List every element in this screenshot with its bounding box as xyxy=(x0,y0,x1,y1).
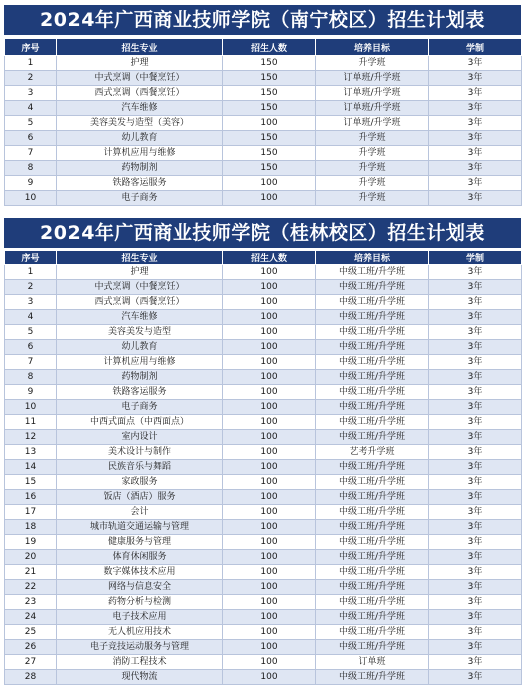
cell-duration: 3年 xyxy=(429,146,522,161)
cell-enrollment: 100 xyxy=(223,325,316,340)
table-row xyxy=(5,445,522,460)
table-row xyxy=(5,475,522,490)
header-enrollment: 招生人数 xyxy=(223,39,316,56)
cell-goal: 订单班/升学班 xyxy=(316,101,429,116)
cell-index: 8 xyxy=(5,370,57,385)
cell-major: 饭店（酒店）服务 xyxy=(57,490,223,505)
cell-enrollment: 100 xyxy=(223,370,316,385)
header-goal: 培养目标 xyxy=(316,39,429,56)
cell-index: 27 xyxy=(5,655,57,670)
cell-enrollment: 100 xyxy=(223,520,316,535)
cell-enrollment: 100 xyxy=(223,550,316,565)
cell-duration: 3年 xyxy=(429,161,522,176)
cell-index: 12 xyxy=(5,430,57,445)
cell-index: 28 xyxy=(5,670,57,685)
table-row xyxy=(5,490,522,505)
cell-major: 西式烹调（西餐烹饪） xyxy=(57,295,223,310)
cell-enrollment: 100 xyxy=(223,580,316,595)
cell-goal: 中级工班/升学班 xyxy=(316,340,429,355)
cell-duration: 3年 xyxy=(429,385,522,400)
cell-index: 7 xyxy=(5,355,57,370)
header-major: 招生专业 xyxy=(57,39,223,56)
header-duration: 学制 xyxy=(429,251,522,265)
guilin-plan-table xyxy=(4,250,522,685)
cell-index: 2 xyxy=(5,280,57,295)
cell-goal: 中级工班/升学班 xyxy=(316,415,429,430)
cell-enrollment: 100 xyxy=(223,640,316,655)
table-row xyxy=(5,265,522,280)
cell-goal: 中级工班/升学班 xyxy=(316,535,429,550)
cell-duration: 3年 xyxy=(429,445,522,460)
cell-index: 14 xyxy=(5,460,57,475)
cell-duration: 3年 xyxy=(429,475,522,490)
cell-index: 8 xyxy=(5,161,57,176)
cell-enrollment: 100 xyxy=(223,565,316,580)
header-enrollment: 招生人数 xyxy=(223,251,316,265)
cell-enrollment: 100 xyxy=(223,595,316,610)
cell-major: 会计 xyxy=(57,505,223,520)
cell-index: 2 xyxy=(5,71,57,86)
cell-duration: 3年 xyxy=(429,265,522,280)
table-row xyxy=(5,355,522,370)
cell-duration: 3年 xyxy=(429,625,522,640)
cell-major: 中式烹调（中餐烹饪） xyxy=(57,280,223,295)
cell-index: 3 xyxy=(5,86,57,101)
cell-duration: 3年 xyxy=(429,71,522,86)
cell-goal: 中级工班/升学班 xyxy=(316,295,429,310)
table-row xyxy=(5,340,522,355)
cell-goal: 中级工班/升学班 xyxy=(316,670,429,685)
cell-goal: 升学班 xyxy=(316,161,429,176)
cell-major: 电子商务 xyxy=(57,191,223,206)
cell-index: 3 xyxy=(5,295,57,310)
header-index: 序号 xyxy=(5,251,57,265)
nanning-plan-table xyxy=(4,38,522,206)
table-row xyxy=(5,580,522,595)
cell-enrollment: 100 xyxy=(223,505,316,520)
cell-goal: 中级工班/升学班 xyxy=(316,595,429,610)
table-row xyxy=(5,430,522,445)
cell-duration: 3年 xyxy=(429,535,522,550)
cell-duration: 3年 xyxy=(429,550,522,565)
cell-major: 电子商务 xyxy=(57,400,223,415)
cell-goal: 中级工班/升学班 xyxy=(316,580,429,595)
table-row xyxy=(5,610,522,625)
cell-enrollment: 100 xyxy=(223,310,316,325)
cell-duration: 3年 xyxy=(429,580,522,595)
table-row xyxy=(5,71,522,86)
cell-enrollment: 150 xyxy=(223,56,316,71)
cell-goal: 中级工班/升学班 xyxy=(316,280,429,295)
table-row xyxy=(5,655,522,670)
cell-enrollment: 100 xyxy=(223,176,316,191)
cell-major: 铁路客运服务 xyxy=(57,176,223,191)
table-row xyxy=(5,146,522,161)
table-header-row xyxy=(5,251,522,265)
cell-major: 电子竞技运动服务与管理 xyxy=(57,640,223,655)
cell-goal: 中级工班/升学班 xyxy=(316,565,429,580)
cell-index: 6 xyxy=(5,340,57,355)
cell-enrollment: 100 xyxy=(223,655,316,670)
table-row xyxy=(5,625,522,640)
cell-goal: 中级工班/升学班 xyxy=(316,265,429,280)
cell-enrollment: 100 xyxy=(223,445,316,460)
table-row xyxy=(5,415,522,430)
cell-major: 现代物流 xyxy=(57,670,223,685)
cell-goal: 中级工班/升学班 xyxy=(316,490,429,505)
cell-index: 16 xyxy=(5,490,57,505)
cell-index: 4 xyxy=(5,310,57,325)
table-row xyxy=(5,86,522,101)
cell-enrollment: 150 xyxy=(223,101,316,116)
cell-enrollment: 100 xyxy=(223,280,316,295)
cell-index: 24 xyxy=(5,610,57,625)
cell-duration: 3年 xyxy=(429,310,522,325)
cell-enrollment: 100 xyxy=(223,116,316,131)
cell-goal: 升学班 xyxy=(316,131,429,146)
table-row xyxy=(5,595,522,610)
table-row xyxy=(5,505,522,520)
table-row xyxy=(5,670,522,685)
cell-duration: 3年 xyxy=(429,370,522,385)
table-row xyxy=(5,550,522,565)
cell-goal: 中级工班/升学班 xyxy=(316,640,429,655)
cell-index: 25 xyxy=(5,625,57,640)
nanning-plan-title: 2024年广西商业技师学院（南宁校区）招生计划表 xyxy=(4,5,521,35)
cell-enrollment: 100 xyxy=(223,610,316,625)
table-row xyxy=(5,640,522,655)
cell-enrollment: 100 xyxy=(223,385,316,400)
table-row xyxy=(5,565,522,580)
cell-index: 1 xyxy=(5,56,57,71)
table-row xyxy=(5,310,522,325)
cell-index: 19 xyxy=(5,535,57,550)
cell-index: 1 xyxy=(5,265,57,280)
cell-enrollment: 150 xyxy=(223,161,316,176)
cell-goal: 中级工班/升学班 xyxy=(316,550,429,565)
cell-major: 铁路客运服务 xyxy=(57,385,223,400)
cell-goal: 升学班 xyxy=(316,146,429,161)
cell-enrollment: 100 xyxy=(223,625,316,640)
cell-duration: 3年 xyxy=(429,131,522,146)
table-row xyxy=(5,295,522,310)
cell-enrollment: 100 xyxy=(223,355,316,370)
cell-duration: 3年 xyxy=(429,116,522,131)
cell-duration: 3年 xyxy=(429,101,522,116)
cell-duration: 3年 xyxy=(429,86,522,101)
cell-goal: 订单班/升学班 xyxy=(316,116,429,131)
cell-enrollment: 150 xyxy=(223,131,316,146)
table-row xyxy=(5,131,522,146)
cell-enrollment: 150 xyxy=(223,71,316,86)
table-row xyxy=(5,176,522,191)
cell-goal: 中级工班/升学班 xyxy=(316,400,429,415)
cell-goal: 中级工班/升学班 xyxy=(316,460,429,475)
cell-major: 中西式面点（中西面点） xyxy=(57,415,223,430)
table-row xyxy=(5,325,522,340)
cell-major: 体育休闲服务 xyxy=(57,550,223,565)
cell-index: 17 xyxy=(5,505,57,520)
cell-duration: 3年 xyxy=(429,295,522,310)
cell-index: 5 xyxy=(5,325,57,340)
cell-major: 计算机应用与维修 xyxy=(57,355,223,370)
cell-major: 网络与信息安全 xyxy=(57,580,223,595)
cell-duration: 3年 xyxy=(429,415,522,430)
cell-major: 无人机应用技术 xyxy=(57,625,223,640)
cell-duration: 3年 xyxy=(429,670,522,685)
cell-index: 5 xyxy=(5,116,57,131)
cell-enrollment: 100 xyxy=(223,460,316,475)
table-header-row xyxy=(5,39,522,56)
table-row xyxy=(5,116,522,131)
cell-major: 药物分析与检测 xyxy=(57,595,223,610)
cell-major: 家政服务 xyxy=(57,475,223,490)
cell-duration: 3年 xyxy=(429,191,522,206)
cell-major: 幼儿教育 xyxy=(57,131,223,146)
cell-enrollment: 100 xyxy=(223,535,316,550)
cell-index: 6 xyxy=(5,131,57,146)
cell-major: 护理 xyxy=(57,265,223,280)
cell-major: 计算机应用与维修 xyxy=(57,146,223,161)
cell-major: 美容美发与造型 xyxy=(57,325,223,340)
cell-goal: 订单班/升学班 xyxy=(316,71,429,86)
cell-duration: 3年 xyxy=(429,610,522,625)
table-row xyxy=(5,101,522,116)
cell-goal: 中级工班/升学班 xyxy=(316,610,429,625)
table-row xyxy=(5,460,522,475)
cell-major: 药物制剂 xyxy=(57,370,223,385)
cell-enrollment: 150 xyxy=(223,146,316,161)
guilin-plan-title: 2024年广西商业技师学院（桂林校区）招生计划表 xyxy=(4,218,521,248)
cell-index: 10 xyxy=(5,191,57,206)
cell-goal: 中级工班/升学班 xyxy=(316,310,429,325)
cell-enrollment: 100 xyxy=(223,415,316,430)
cell-index: 20 xyxy=(5,550,57,565)
cell-major: 健康服务与管理 xyxy=(57,535,223,550)
cell-enrollment: 100 xyxy=(223,490,316,505)
cell-major: 电子技术应用 xyxy=(57,610,223,625)
cell-goal: 中级工班/升学班 xyxy=(316,385,429,400)
cell-major: 汽车维修 xyxy=(57,310,223,325)
cell-goal: 中级工班/升学班 xyxy=(316,370,429,385)
cell-major: 消防工程技术 xyxy=(57,655,223,670)
cell-index: 21 xyxy=(5,565,57,580)
cell-index: 22 xyxy=(5,580,57,595)
table-row xyxy=(5,520,522,535)
header-duration: 学制 xyxy=(429,39,522,56)
cell-goal: 升学班 xyxy=(316,191,429,206)
cell-major: 护理 xyxy=(57,56,223,71)
cell-major: 美容美发与造型（美容） xyxy=(57,116,223,131)
table-row xyxy=(5,535,522,550)
cell-goal: 艺考升学班 xyxy=(316,445,429,460)
cell-goal: 中级工班/升学班 xyxy=(316,625,429,640)
table-row xyxy=(5,280,522,295)
cell-major: 室内设计 xyxy=(57,430,223,445)
cell-enrollment: 100 xyxy=(223,670,316,685)
cell-enrollment: 100 xyxy=(223,265,316,280)
cell-index: 15 xyxy=(5,475,57,490)
cell-duration: 3年 xyxy=(429,520,522,535)
cell-major: 中式烹调（中餐烹饪） xyxy=(57,71,223,86)
cell-index: 13 xyxy=(5,445,57,460)
cell-major: 民族音乐与舞蹈 xyxy=(57,460,223,475)
cell-enrollment: 100 xyxy=(223,295,316,310)
table-row xyxy=(5,161,522,176)
cell-major: 药物制剂 xyxy=(57,161,223,176)
cell-goal: 中级工班/升学班 xyxy=(316,505,429,520)
cell-goal: 中级工班/升学班 xyxy=(316,520,429,535)
cell-index: 7 xyxy=(5,146,57,161)
cell-index: 11 xyxy=(5,415,57,430)
cell-duration: 3年 xyxy=(429,640,522,655)
cell-enrollment: 100 xyxy=(223,475,316,490)
cell-duration: 3年 xyxy=(429,430,522,445)
cell-index: 9 xyxy=(5,385,57,400)
cell-goal: 中级工班/升学班 xyxy=(316,430,429,445)
cell-goal: 中级工班/升学班 xyxy=(316,325,429,340)
cell-duration: 3年 xyxy=(429,340,522,355)
cell-duration: 3年 xyxy=(429,565,522,580)
cell-enrollment: 100 xyxy=(223,400,316,415)
cell-major: 数字媒体技术应用 xyxy=(57,565,223,580)
cell-enrollment: 100 xyxy=(223,191,316,206)
cell-duration: 3年 xyxy=(429,655,522,670)
cell-major: 汽车维修 xyxy=(57,101,223,116)
cell-goal: 中级工班/升学班 xyxy=(316,355,429,370)
cell-goal: 升学班 xyxy=(316,56,429,71)
cell-major: 西式烹调（西餐烹饪） xyxy=(57,86,223,101)
cell-major: 城市轨道交通运输与管理 xyxy=(57,520,223,535)
cell-duration: 3年 xyxy=(429,400,522,415)
cell-enrollment: 100 xyxy=(223,340,316,355)
cell-enrollment: 100 xyxy=(223,430,316,445)
cell-goal: 中级工班/升学班 xyxy=(316,475,429,490)
cell-enrollment: 150 xyxy=(223,86,316,101)
cell-index: 10 xyxy=(5,400,57,415)
cell-duration: 3年 xyxy=(429,56,522,71)
cell-duration: 3年 xyxy=(429,460,522,475)
cell-duration: 3年 xyxy=(429,176,522,191)
cell-duration: 3年 xyxy=(429,280,522,295)
cell-major: 幼儿教育 xyxy=(57,340,223,355)
cell-major: 美术设计与制作 xyxy=(57,445,223,460)
table-row xyxy=(5,370,522,385)
cell-index: 4 xyxy=(5,101,57,116)
header-major: 招生专业 xyxy=(57,251,223,265)
cell-goal: 升学班 xyxy=(316,176,429,191)
header-index: 序号 xyxy=(5,39,57,56)
cell-index: 18 xyxy=(5,520,57,535)
cell-index: 23 xyxy=(5,595,57,610)
cell-duration: 3年 xyxy=(429,355,522,370)
cell-duration: 3年 xyxy=(429,490,522,505)
cell-duration: 3年 xyxy=(429,325,522,340)
cell-goal: 订单班 xyxy=(316,655,429,670)
cell-goal: 订单班/升学班 xyxy=(316,86,429,101)
header-goal: 培养目标 xyxy=(316,251,429,265)
table-row xyxy=(5,385,522,400)
cell-index: 26 xyxy=(5,640,57,655)
cell-duration: 3年 xyxy=(429,505,522,520)
cell-duration: 3年 xyxy=(429,595,522,610)
table-row xyxy=(5,56,522,71)
cell-index: 9 xyxy=(5,176,57,191)
table-row xyxy=(5,400,522,415)
table-row xyxy=(5,191,522,206)
